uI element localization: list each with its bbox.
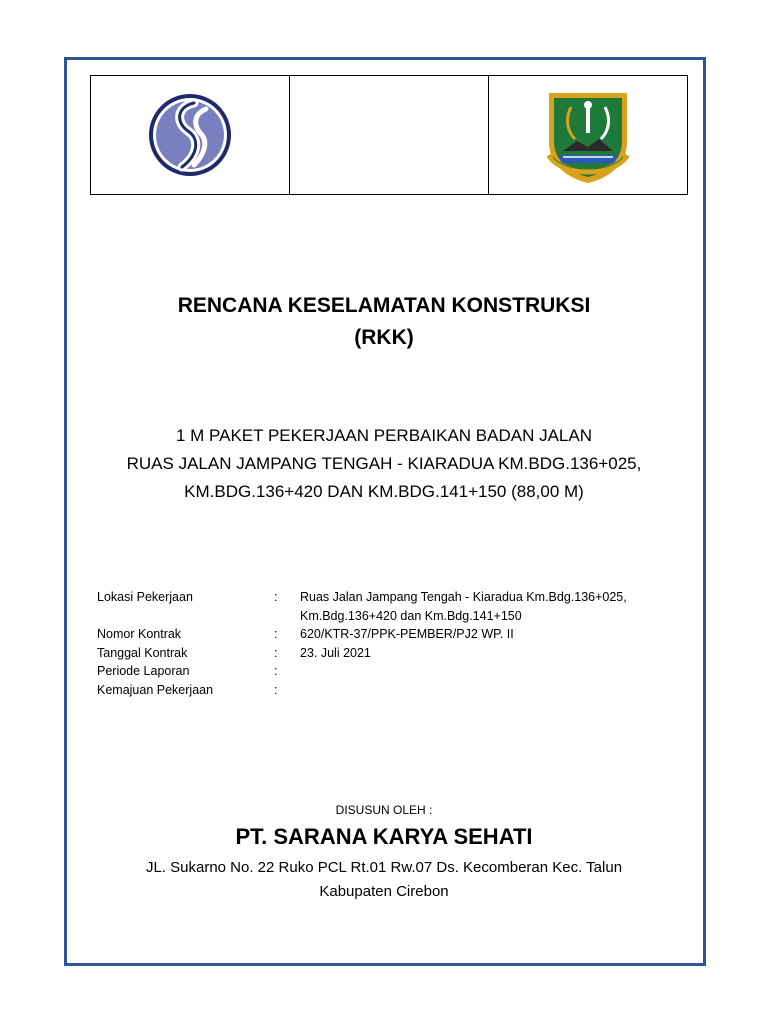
prepared-by-label: DISUSUN OLEH : bbox=[335, 803, 433, 817]
company-name: PT. SARANA KARYA SEHATI bbox=[235, 824, 533, 849]
info-value bbox=[300, 662, 677, 681]
subtitle-line-2: RUAS JALAN JAMPANG TENGAH - KIARADUA KM.BDG.136+025, bbox=[126, 454, 642, 473]
document-title: RENCANA KESELAMATAN KONSTRUKSI bbox=[177, 294, 591, 317]
info-label: Lokasi Pekerjaan bbox=[97, 590, 193, 604]
info-row-contract-date bbox=[97, 644, 677, 663]
info-value-line: Km.Bdg.136+420 dan Km.Bdg.141+150 bbox=[300, 608, 522, 623]
info-row-work-progress bbox=[97, 681, 677, 700]
info-label: Nomor Kontrak bbox=[97, 627, 182, 641]
info-label: Periode Laporan bbox=[97, 664, 190, 678]
info-separator: : bbox=[274, 645, 278, 660]
info-value bbox=[300, 588, 677, 625]
info-separator: : bbox=[274, 627, 278, 641]
contract-info bbox=[97, 588, 677, 699]
info-label: Kemajuan Pekerjaan bbox=[97, 682, 214, 697]
info-separator: : bbox=[274, 590, 278, 604]
header-table bbox=[90, 75, 688, 195]
ministry-logo-icon bbox=[146, 91, 234, 179]
info-label: Tanggal Kontrak bbox=[97, 645, 188, 660]
header-cell-right bbox=[489, 76, 687, 194]
company-address-line-1: JL. Sukarno No. 22 Ruko PCL Rt.01 Rw.07 Ds. Kecomberan Kec. Talun bbox=[145, 859, 623, 876]
subtitle-line-1: 1 M PAKET PEKERJAAN PERBAIKAN BADAN JALAN bbox=[175, 426, 592, 445]
info-value-line: Ruas Jalan Jampang Tengah - Kiaradua Km.Bdg.136+025, bbox=[300, 590, 627, 604]
info-value: 23. Juli 2021 bbox=[300, 645, 371, 660]
info-separator: : bbox=[274, 664, 278, 678]
info-row-contract-number bbox=[97, 625, 677, 644]
provincial-emblem-icon bbox=[543, 85, 633, 185]
document-title-abbrev: (RKK) bbox=[354, 326, 414, 349]
info-value bbox=[300, 681, 677, 700]
header-cell-left bbox=[91, 76, 290, 194]
subtitle-line-3: KM.BDG.136+420 DAN KM.BDG.141+150 (88,00 M) bbox=[184, 482, 584, 501]
company-address-line-2: Kabupaten Cirebon bbox=[319, 883, 449, 900]
info-separator: : bbox=[274, 682, 278, 697]
info-row-location bbox=[97, 588, 677, 625]
info-row-report-period bbox=[97, 662, 677, 681]
info-value: 620/KTR-37/PPK-PEMBER/PJ2 WP. II bbox=[300, 627, 514, 641]
header-cell-center bbox=[290, 76, 489, 194]
